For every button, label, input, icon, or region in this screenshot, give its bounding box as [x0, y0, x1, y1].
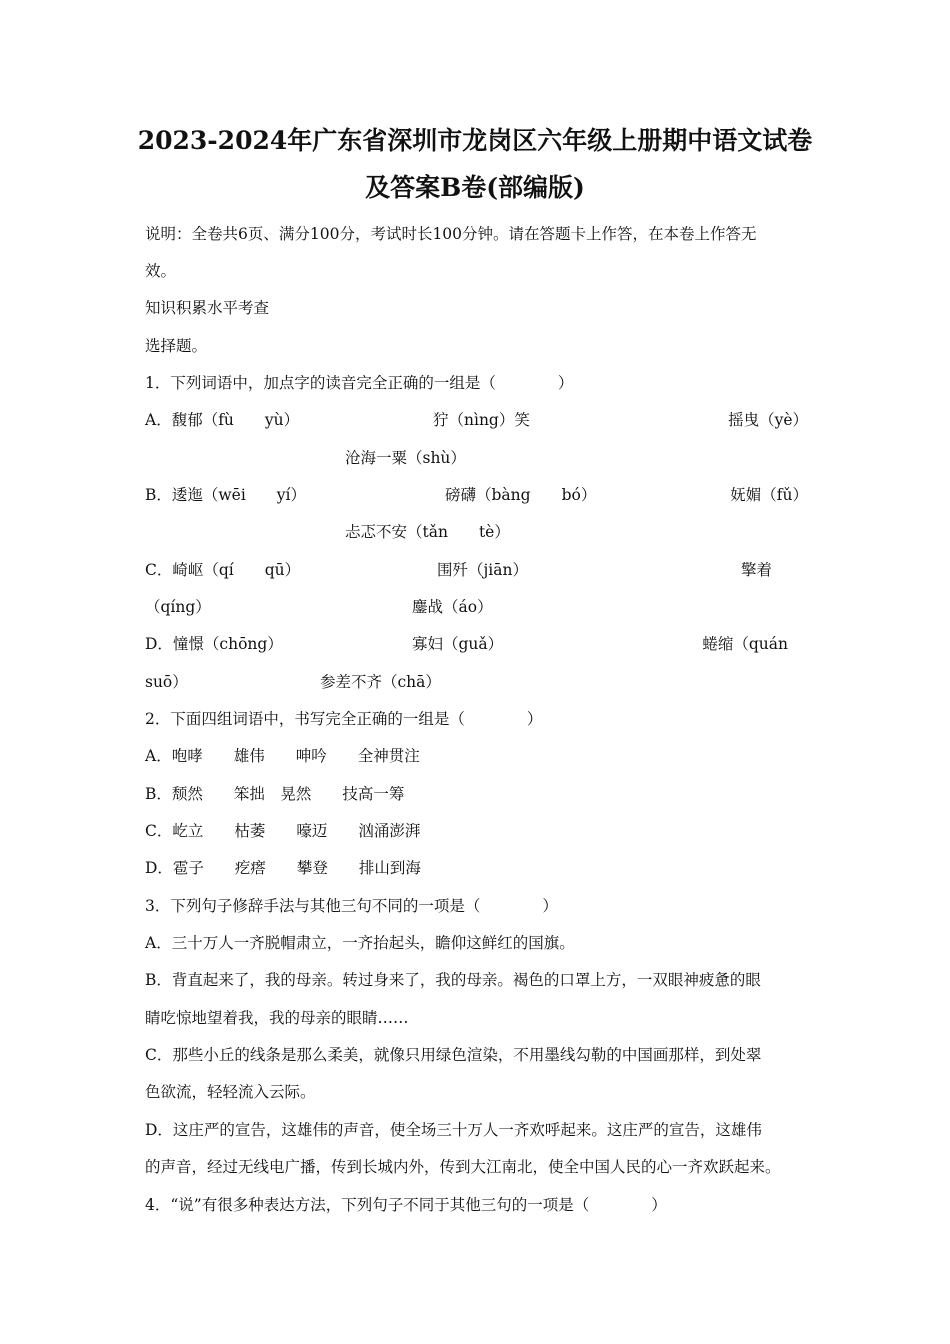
q3-option-b-line-2: 睛吃惊地望着我，我的母亲的眼睛……: [145, 1009, 409, 1027]
exam-title-line-2: 及答案B卷(部编版): [365, 173, 585, 202]
q1-option-b: [145, 485, 808, 505]
q2-stem: 2．下面四组词语中，书写完全正确的一组是（ ）: [145, 710, 543, 728]
q1-d-word-4: 参差不齐（chā）: [320, 673, 441, 691]
q1-option-a: [145, 410, 808, 430]
q1-c-word-3: 擎着: [740, 561, 772, 579]
q1-d-word-3: 蜷缩（quán: [702, 635, 788, 653]
q1-a-word-4: 沧海一粟（shù）: [345, 449, 466, 467]
q3-option-c-line-1: C．那些小丘的线条是那么柔美，就像只用绿色渲染，不用墨线勾勒的中国画那样，到处翠: [145, 1046, 762, 1064]
q1-b-label: B．逶迤（wēi yí）: [145, 486, 307, 504]
q3-option-d-line-1: D．这庄严的宣告，这雄伟的声音，使全场三十万人一齐欢呼起来。这庄严的宣告，这雄伟: [145, 1121, 762, 1139]
q4-stem: 4．“说”有很多种表达方法，下列句子不同于其他三句的一项是（ ）: [145, 1196, 667, 1214]
subsection-heading: 选择题。: [145, 337, 208, 355]
exam-title-line-1: 2023-2024年广东省深圳市龙岗区六年级上册期中语文试卷: [137, 126, 813, 155]
q1-option-c: [145, 560, 808, 580]
q1-b-word-3: 妩媚（fǔ）: [730, 486, 808, 504]
q2-option-b: B．颓然 笨拙 晃然 技高一筹: [145, 785, 405, 803]
q1-b-word-4: 忐忑不安（tǎn tè）: [345, 523, 510, 541]
q1-a-label: A．馥郁（fù yù）: [145, 411, 300, 429]
q3-option-c-line-2: 色欲流，轻轻流入云际。: [145, 1083, 316, 1101]
q2-option-d: D．雹子 疙瘩 攀登 排山到海: [145, 859, 421, 877]
q3-stem: 3．下列句子修辞手法与其他三句不同的一项是（ ）: [145, 897, 558, 915]
q1-option-d: [145, 634, 808, 654]
q3-option-b-line-1: B．背直起来了，我的母亲。转过身来了，我的母亲。褐色的口罩上方，一双眼神疲惫的眼: [145, 971, 761, 989]
q1-a-word-2: 狞（nìng）笑: [433, 411, 530, 429]
q1-c-word-4: 鏖战（áo）: [412, 598, 493, 616]
q1-stem: 1．下列词语中，加点字的读音完全正确的一组是（ ）: [145, 374, 574, 392]
q1-c-word-2: 围歼（jiān）: [437, 561, 528, 579]
instructions-line-1: 说明：全卷共6页、满分100分，考试时长100分钟。请在答题卡上作答，在本卷上作答无: [145, 225, 757, 243]
q2-option-a: A．咆哮 雄伟 呻吟 全神贯注: [145, 747, 420, 765]
q1-a-word-3: 摇曳（yè）: [728, 411, 808, 429]
q3-option-a: A．三十万人一齐脱帽肃立，一齐抬起头，瞻仰这鲜红的国旗。: [145, 934, 575, 952]
q1-c-label: C．崎岖（qí qū）: [145, 561, 301, 579]
q1-d-word-2: 寡妇（guǎ）: [412, 635, 504, 653]
q3-option-d-line-2: 的声音，经过无线电广播，传到长城内外，传到大江南北，使全中国人民的心一齐欢跃起来。: [145, 1158, 781, 1176]
q1-c-word-3-cont: （qíng）: [145, 598, 211, 616]
q2-option-c: C．屹立 枯萎 嚎迈 汹涌澎湃: [145, 822, 421, 840]
section-heading: 知识积累水平考查: [145, 299, 270, 317]
instructions-line-2: 效。: [145, 262, 177, 280]
q1-b-word-2: 磅礴（bàng bó）: [445, 486, 597, 504]
q1-d-label: D．憧憬（chōng）: [145, 635, 283, 653]
q1-d-word-3-cont: suō）: [145, 673, 188, 691]
